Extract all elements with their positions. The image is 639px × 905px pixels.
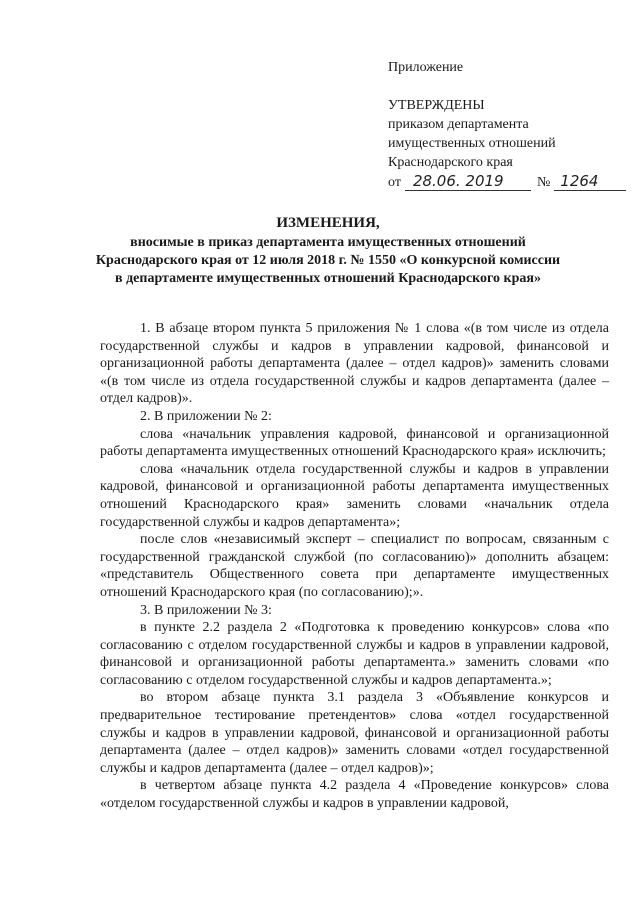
order-line-2: имущественных отношений (388, 136, 556, 151)
order-date-line (388, 172, 626, 192)
handwritten-number: 1264 (554, 172, 626, 191)
paragraph-1: 1. В абзаце втором пункта 5 приложения № 1 слова «(в том числе из отдела государственной службы и кадров в управлении кадровой, финансовой и организационной работы департамента (далее – отдел кадров)» заменить словами «(в том числе из отдела государственной службы и кадров департамента (далее – отдел кадров)». (100, 321, 609, 407)
appendix-label: Приложение (388, 60, 464, 75)
title-line-3: в департаменте имущественных отношений Краснодарского края» (115, 271, 541, 286)
approved-label: УТВЕРЖДЕНЫ (388, 98, 485, 113)
number-sign: № (536, 175, 551, 190)
handwritten-date: 28.06. 2019 (405, 172, 531, 191)
paragraph-4: слова «начальник отдела государственной службы и кадров в управлении кадровой, финансовой и организационной работы департамента имущественных отношений Краснодарского края» заменить словами «начальник отдела государственной службы и кадров департамента»; (100, 461, 609, 530)
paragraph-3: слова «начальник управления кадровой, финансовой и организационной работы департамента имущественных отношений Краснодарского края» исключить; (100, 426, 609, 460)
paragraph-6: 3. В приложении № 3: (140, 602, 272, 618)
paragraph-7: в пункте 2.2 раздела 2 «Подготовка к проведению конкурсов» слова «по согласованию с отделом государственной службы и кадров в управлении кадровой, финансовой и организационной работы департамента.» заменить словами «по согласованию с отделом государственной службы и кадров департамента.»; (100, 620, 609, 688)
title-line-2: Краснодарского края от 12 июля 2018 г. № 1550 «О конкурсной комиссии (95, 253, 561, 268)
paragraph-5: после слов «независимый эксперт – специалист по вопросам, связанным с государственной гражданской службой (по согласованию)» дополнить абзацем: «представитель Общественного совета при департаменте имущественных отношений Краснодарского края (по согласованию);». (100, 532, 609, 600)
document-title (90, 214, 566, 288)
title-line-1: вносимые в приказ департамента имущественных отношений (130, 235, 526, 250)
document-body (100, 320, 609, 813)
order-line-3: Краснодарского края (388, 155, 513, 170)
paragraph-8: во втором абзаце пункта 3.1 раздела 3 «Объявление конкурсов и предварительное тестирование претендентов» слова «отдел государственной службы и кадров в управлении кадровой, финансовой и организационной работы департамента (далее – отдел кадров)» заменить словами «отдел государственной службы и кадров департамента (далее – отдел кадров)»; (100, 690, 609, 776)
title-main: ИЗМЕНЕНИЯ, (276, 215, 380, 231)
approval-block (388, 58, 626, 192)
paragraph-9: в четвертом абзаце пункта 4.2 раздела 4 «Проведение конкурсов» слова «отделом государственной службы и кадров в управлении кадровой, (100, 778, 609, 812)
paragraph-2: 2. В приложении № 2: (140, 408, 272, 424)
from-label: от (388, 175, 401, 190)
order-line-1: приказом департамента (388, 117, 529, 132)
